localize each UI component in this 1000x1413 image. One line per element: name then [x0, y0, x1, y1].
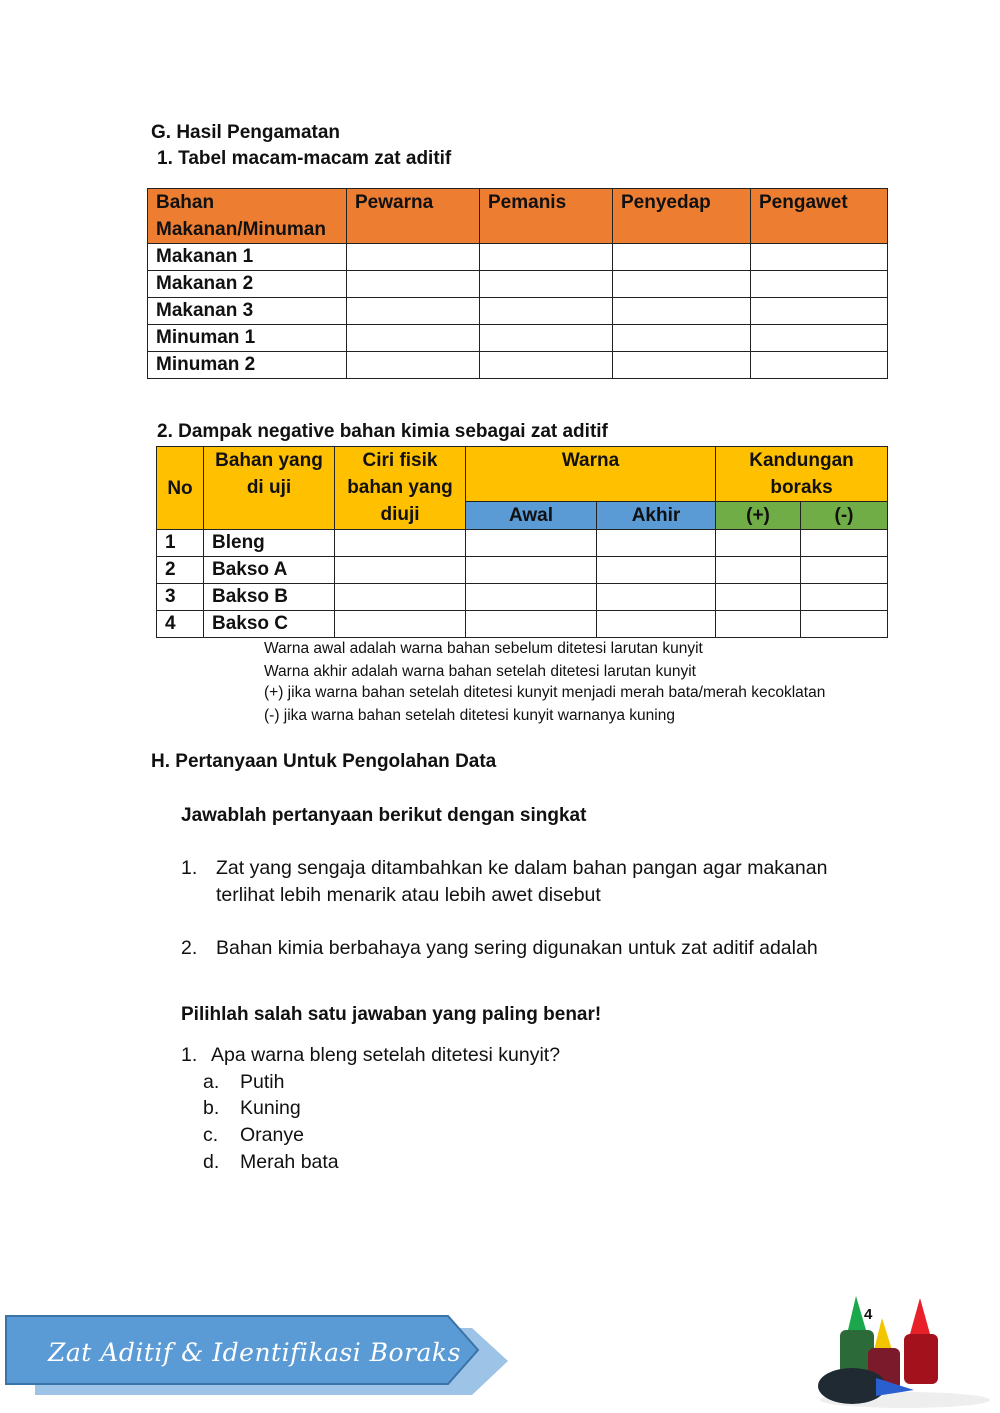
- table-row: [148, 352, 888, 379]
- row-label: Minuman 2: [148, 352, 347, 379]
- cell-awal[interactable]: [466, 584, 597, 611]
- cell-minus[interactable]: [801, 584, 888, 611]
- cell-pewarna[interactable]: [347, 352, 480, 379]
- option-letter: b.: [203, 1097, 220, 1119]
- cell-penyedap[interactable]: [613, 298, 751, 325]
- cell-akhir[interactable]: [597, 530, 716, 557]
- cell-pemanis[interactable]: [480, 244, 613, 271]
- question-number: 1.: [181, 857, 198, 879]
- cell-penyedap[interactable]: [613, 352, 751, 379]
- option-text[interactable]: Kuning: [240, 1097, 301, 1119]
- cell-awal[interactable]: [466, 611, 597, 638]
- cell-penyedap[interactable]: [613, 244, 751, 271]
- row-bahan: Bakso C: [204, 611, 335, 638]
- cell-pengawet[interactable]: [751, 244, 888, 271]
- table-row: [148, 271, 888, 298]
- header-pengawet: Pengawet: [751, 189, 888, 244]
- option-letter: d.: [203, 1151, 220, 1173]
- table-header-row: [148, 189, 888, 244]
- table1-title: 1. Tabel macam-macam zat aditif: [157, 148, 452, 169]
- row-no: 2: [157, 557, 204, 584]
- row-bahan: Bakso A: [204, 557, 335, 584]
- cell-pengawet[interactable]: [751, 298, 888, 325]
- header-minus: (-): [801, 502, 888, 530]
- cell-ciri[interactable]: [335, 530, 466, 557]
- table-row: [148, 244, 888, 271]
- additive-table: [147, 188, 888, 379]
- borax-test-table: [156, 446, 888, 638]
- mc-question-text: Apa warna bleng setelah ditetesi kunyit?: [211, 1044, 561, 1066]
- table-row: [148, 325, 888, 352]
- cell-pemanis[interactable]: [480, 352, 613, 379]
- cell-plus[interactable]: [716, 530, 801, 557]
- cell-ciri[interactable]: [335, 611, 466, 638]
- header-pewarna: Pewarna: [347, 189, 480, 244]
- cell-ciri[interactable]: [335, 557, 466, 584]
- row-label: Makanan 3: [148, 298, 347, 325]
- table-row: [157, 584, 888, 611]
- section-h-title: H. Pertanyaan Untuk Pengolahan Data: [151, 751, 497, 772]
- cell-pengawet[interactable]: [751, 325, 888, 352]
- table-row: [157, 611, 888, 638]
- header-bahan: Bahan Makanan/Minuman: [148, 189, 347, 244]
- cell-plus[interactable]: [716, 584, 801, 611]
- cell-pengawet[interactable]: [751, 271, 888, 298]
- cell-plus[interactable]: [716, 557, 801, 584]
- section-g-title: G. Hasil Pengamatan: [151, 122, 341, 143]
- cell-plus[interactable]: [716, 611, 801, 638]
- cell-pemanis[interactable]: [480, 325, 613, 352]
- cell-akhir[interactable]: [597, 611, 716, 638]
- header-pemanis: Pemanis: [480, 189, 613, 244]
- cell-penyedap[interactable]: [613, 271, 751, 298]
- page-number: 4: [864, 1306, 873, 1323]
- option-letter: a.: [203, 1071, 220, 1093]
- cell-minus[interactable]: [801, 611, 888, 638]
- header-no: No: [157, 447, 204, 530]
- option-text[interactable]: Merah bata: [240, 1151, 339, 1173]
- cell-minus[interactable]: [801, 530, 888, 557]
- option-letter: c.: [203, 1124, 219, 1146]
- cell-ciri[interactable]: [335, 584, 466, 611]
- question-text: Zat yang sengaja ditambahkan ke dalam bahan pangan agar makanan: [216, 857, 828, 879]
- header-ciri-fisik: Ciri fisik bahan yang diuji: [335, 447, 466, 530]
- row-no: 3: [157, 584, 204, 611]
- row-label: Minuman 1: [148, 325, 347, 352]
- note-line: Warna awal adalah warna bahan sebelum ditetesi larutan kunyit: [264, 640, 703, 657]
- footer-title: Zat Aditif & Identifikasi Boraks: [48, 1338, 461, 1367]
- cell-akhir[interactable]: [597, 584, 716, 611]
- row-label: Makanan 2: [148, 271, 347, 298]
- instruction-multiple-choice: Pilihlah salah satu jawaban yang paling benar!: [181, 1004, 602, 1025]
- row-label: Makanan 1: [148, 244, 347, 271]
- header-warna: Warna: [466, 447, 716, 502]
- cell-pewarna[interactable]: [347, 298, 480, 325]
- cell-pewarna[interactable]: [347, 325, 480, 352]
- row-bahan: Bakso B: [204, 584, 335, 611]
- cell-pemanis[interactable]: [480, 298, 613, 325]
- option-text[interactable]: Putih: [240, 1071, 285, 1093]
- note-line: (+) jika warna bahan setelah ditetesi kunyit menjadi merah bata/merah kecoklatan: [264, 684, 826, 701]
- cell-awal[interactable]: [466, 557, 597, 584]
- row-bahan: Bleng: [204, 530, 335, 557]
- header-awal: Awal: [466, 502, 597, 530]
- question-text: terlihat lebih menarik atau lebih awet disebut: [216, 884, 601, 906]
- cell-pengawet[interactable]: [751, 352, 888, 379]
- question-number: 2.: [181, 937, 198, 959]
- cell-penyedap[interactable]: [613, 325, 751, 352]
- table-row: [157, 557, 888, 584]
- cell-pewarna[interactable]: [347, 271, 480, 298]
- food-coloring-bottles-illustration: [810, 1282, 990, 1410]
- instruction-short-answer: Jawablah pertanyaan berikut dengan singkat: [181, 805, 587, 826]
- note-line: Warna akhir adalah warna bahan setelah ditetesi larutan kunyit: [264, 663, 696, 680]
- table-row: [148, 298, 888, 325]
- cell-pewarna[interactable]: [347, 244, 480, 271]
- header-kandungan-boraks: Kandungan boraks: [716, 447, 888, 502]
- cell-minus[interactable]: [801, 557, 888, 584]
- cell-akhir[interactable]: [597, 557, 716, 584]
- row-no: 1: [157, 530, 204, 557]
- table-row: [157, 530, 888, 557]
- cell-awal[interactable]: [466, 530, 597, 557]
- table2-title: 2. Dampak negative bahan kimia sebagai zat aditif: [157, 421, 608, 442]
- header-plus: (+): [716, 502, 801, 530]
- cell-pemanis[interactable]: [480, 271, 613, 298]
- note-line: (-) jika warna bahan setelah ditetesi kunyit warnanya kuning: [264, 707, 675, 724]
- mc-question-number: 1.: [181, 1044, 198, 1066]
- header-bahan-uji: Bahan yang di uji: [204, 447, 335, 530]
- option-text[interactable]: Oranye: [240, 1124, 304, 1146]
- row-no: 4: [157, 611, 204, 638]
- header-penyedap: Penyedap: [613, 189, 751, 244]
- question-text: Bahan kimia berbahaya yang sering digunakan untuk zat aditif adalah: [216, 937, 818, 959]
- header-akhir: Akhir: [597, 502, 716, 530]
